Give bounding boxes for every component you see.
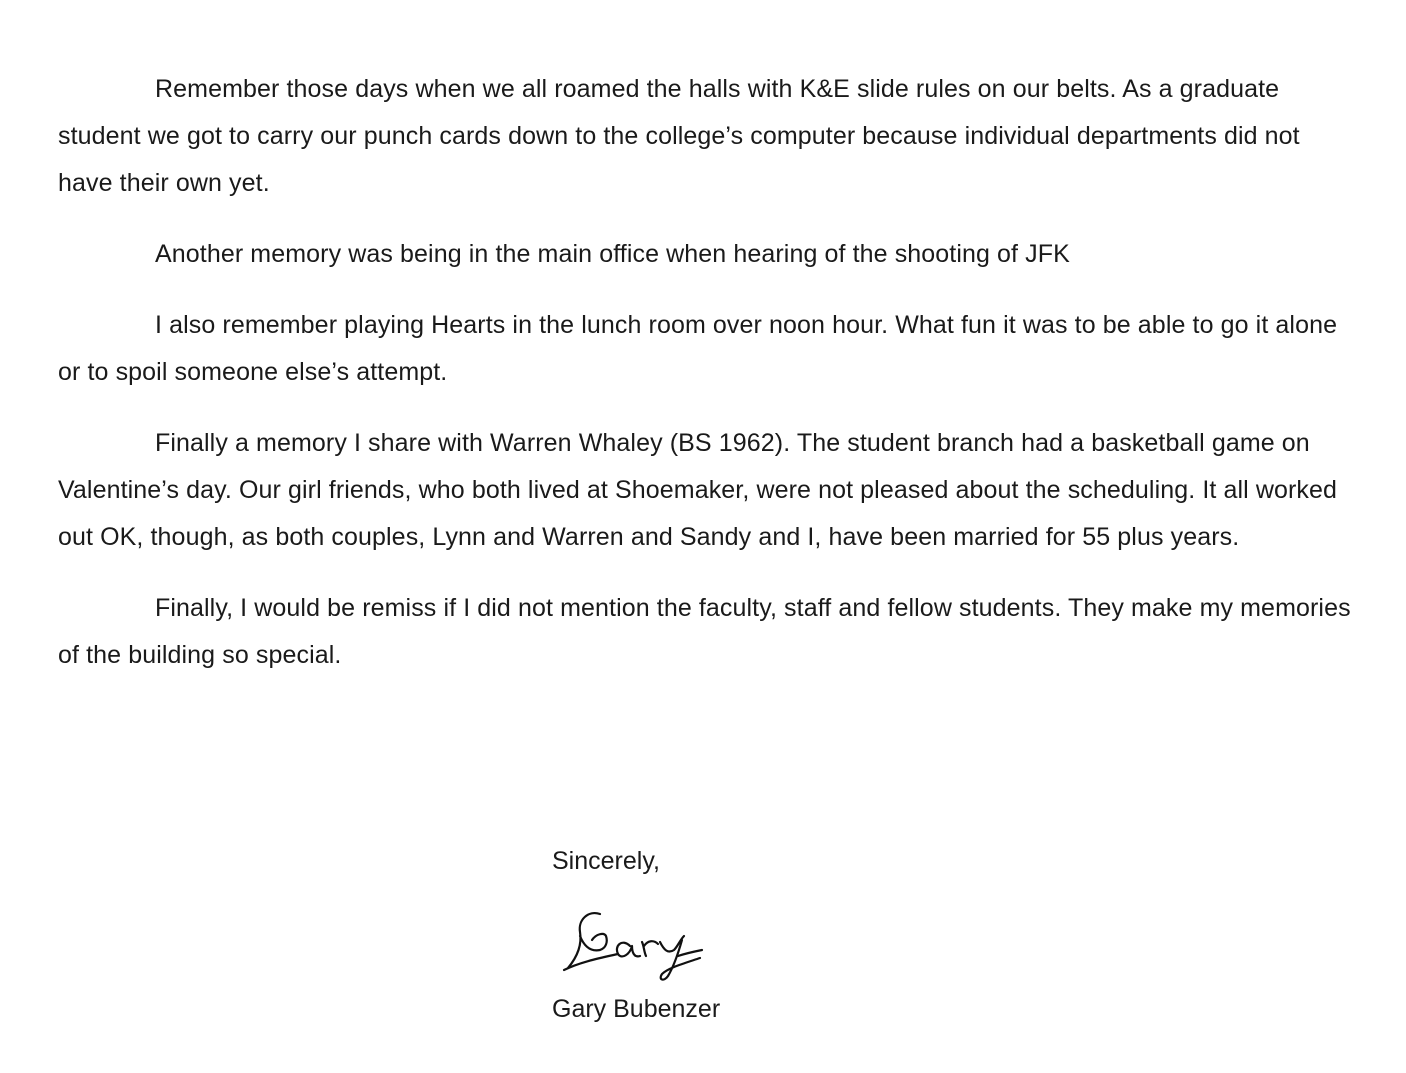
letter-body	[58, 66, 1358, 703]
paragraph-faculty: Finally, I would be remiss if I did not mention the faculty, staff and fellow students. They make my memories of the building so special.	[58, 594, 1351, 669]
paragraph-slide-rules: Remember those days when we all roamed the halls with K&E slide rules on our belts. As a graduate student we got to carry our punch cards down to the college’s computer because individual departments did not have their own yet.	[58, 75, 1300, 197]
paragraph-jfk-memory: Another memory was being in the main office when hearing of the shooting of JFK	[155, 240, 1070, 268]
paragraph-hearts: I also remember playing Hearts in the lunch room over noon hour. What fun it was to be able to go it alone or to spoil someone else’s attempt.	[58, 311, 1338, 386]
handwritten-signature	[560, 906, 730, 986]
signer-name: Gary Bubenzer	[552, 995, 721, 1023]
closing: Sincerely,	[552, 847, 660, 875]
paragraph-valentines: Finally a memory I share with Warren Whaley (BS 1962). The student branch had a basketball game on Valentine’s day. Our girl friends, who both lived at Shoemaker, were not pleased about the scheduling. It all worked out OK, though, as both couples, Lynn and Warren and Sandy and I, have been married for 55 plus years.	[58, 429, 1338, 551]
